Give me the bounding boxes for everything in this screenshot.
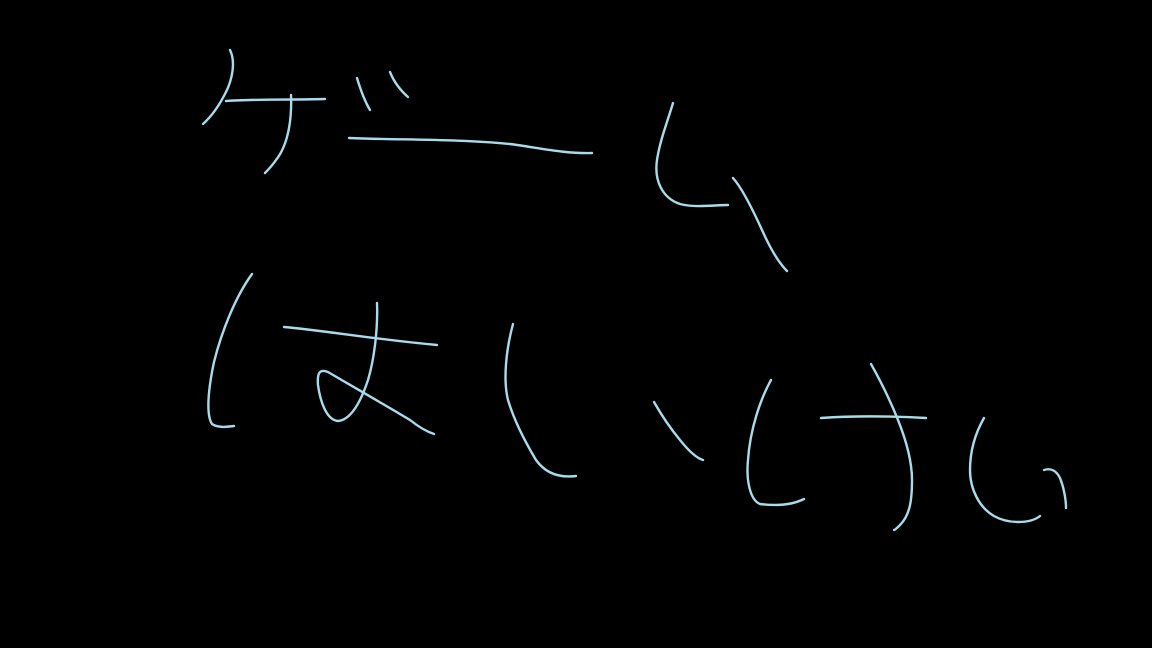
handwritten-char-i-3 <box>970 418 1066 522</box>
handwritten-char-i-2 <box>748 380 805 505</box>
handwritten-char-ke-hiragana <box>821 364 926 530</box>
handwritten-char-mu <box>656 103 787 271</box>
handwritten-char-long-vowel <box>349 138 592 153</box>
handwritten-line-1 <box>203 50 787 271</box>
handwritten-char-i-1 <box>506 324 703 476</box>
handwritten-char-ke <box>203 50 325 173</box>
handwritten-char-ha <box>208 274 437 434</box>
handwritten-dakuten <box>357 72 408 110</box>
handwritten-line-2 <box>208 274 1066 530</box>
